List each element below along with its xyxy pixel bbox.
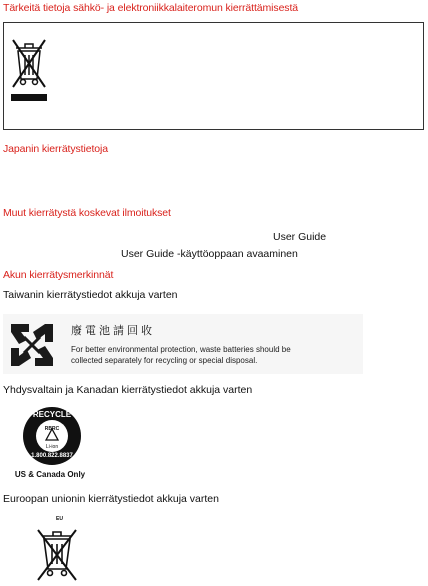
taiwan-cjk-text: 廢電池請回收 [71, 324, 155, 337]
rbrc-seal-top-text: RECYCLE [32, 410, 72, 419]
eu-crossed-out-bin-icon [34, 527, 80, 583]
taiwan-english-line-2: collected separately for recycling or special disposal. [71, 356, 258, 365]
eu-battery-label: Euroopan unionin kierrätystiedot akkuja varten [3, 493, 219, 505]
taiwan-battery-label: Taiwanin kierrätystiedot akkuja varten [3, 289, 178, 301]
rbrc-seal-phone-text: 1.800.822.8837 [31, 453, 73, 459]
battery-heading: Akun kierrätysmerkinnät [3, 269, 114, 281]
other-notices-heading: Muut kierrätystä koskevat ilmoitukset [3, 207, 171, 219]
taiwan-english-line-1: For better environmental protection, waste batteries should be [71, 345, 291, 354]
user-guide-reference: User Guide [273, 231, 327, 243]
taiwan-recycle-panel [3, 314, 363, 374]
rbrc-seal-mid-text: RBRC [44, 426, 60, 432]
rbrc-seal-block [8, 402, 92, 484]
usca-battery-label: Yhdysvaltain ja Kanadan kierrätystiedot akkuja varten [3, 384, 253, 396]
eu-tag: EU [56, 516, 63, 522]
usca-caption: US & Canada Only [14, 470, 86, 479]
japan-heading: Japanin kierrätystietoja [3, 143, 108, 155]
weee-symbol-frame [3, 22, 424, 130]
taiwan-recycle-mark-icon [7, 320, 57, 370]
rbrc-seal-chem-text: Li-ion [45, 444, 59, 450]
weee-heading: Tärkeitä tietoja sähkö- ja elektroniikkalaiteromun kierrättämisestä [3, 2, 299, 14]
crossed-out-wheelie-bin-icon [9, 35, 49, 105]
user-guide-open-instruction: User Guide -käyttöoppaan avaaminen [121, 248, 298, 260]
